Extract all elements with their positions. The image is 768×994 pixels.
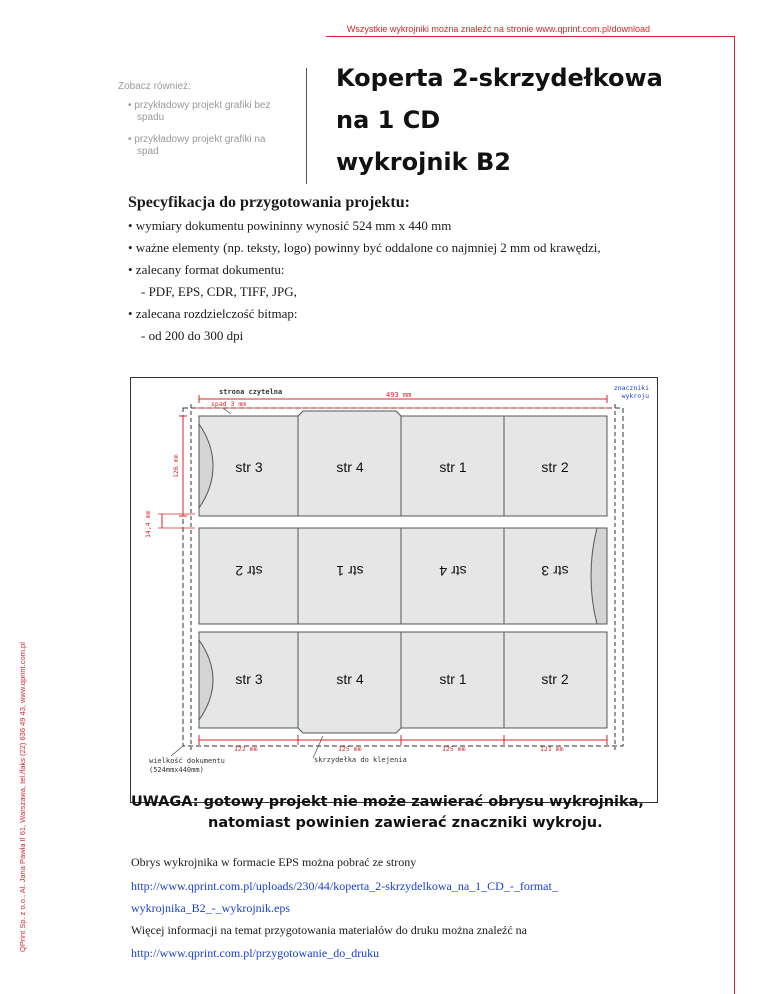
row-2	[199, 528, 607, 624]
see-also-link-text: spadu	[137, 112, 165, 123]
leader-line	[171, 746, 183, 756]
panel-label: str 4	[439, 563, 467, 579]
leader-line	[313, 736, 323, 758]
row-1	[199, 411, 607, 516]
warning-line2: natomiast powinien zawierać znaczniki wykroju.	[208, 815, 603, 831]
panel-label: str 1	[336, 563, 364, 579]
panel-label: str 3	[235, 459, 263, 475]
leader-line	[223, 408, 231, 414]
label-bleed: spad 3 mm	[211, 400, 247, 408]
panel-label: str 3	[235, 671, 263, 687]
dim-label: 125 mm	[442, 745, 466, 753]
panel-label: str 4	[336, 671, 364, 687]
label-cut-marks: znaczniki	[613, 384, 649, 392]
see-also-link-text: spad	[137, 146, 159, 157]
panel-label: str 3	[541, 563, 569, 579]
label-glue-flaps: skrzydełka do klejenia	[314, 756, 407, 764]
dim-label: 121 mm	[540, 745, 564, 753]
eps-download-link[interactable]: http://www.qprint.com.pl/uploads/230/44/koperta_2-skrzydelkowa_na_1_CD_-_format_	[131, 879, 558, 893]
more-info-text: Więcej informacji na temat przygotowania materiałów do druku można znaleźć na	[131, 923, 528, 937]
glue-flap-right	[591, 528, 607, 624]
spec-item: • zalecany format dokumentu:	[128, 262, 285, 277]
die-cut-drawing	[131, 378, 657, 802]
print-prep-link[interactable]: http://www.qprint.com.pl/przygotowanie_do_druku	[131, 946, 380, 960]
panel-label: str 1	[439, 671, 467, 687]
spec-heading: Specyfikacja do przygotowania projektu:	[128, 194, 410, 211]
page-title-line1: Koperta 2-skrzydełkowa	[336, 64, 663, 92]
spec-item: • wymiary dokumentu powininny wynosić 524 mm x 440 mm	[128, 218, 452, 233]
download-note: Wszystkie wykrojniki można znaleźć na stronie www.qprint.com.pl/download	[346, 24, 650, 34]
label-width: 493 mm	[386, 391, 412, 399]
label-cut-marks: wykroju	[621, 392, 649, 400]
top-divider	[326, 36, 654, 37]
panel-label: str 2	[541, 459, 569, 475]
see-also-link-bleed[interactable]	[128, 134, 298, 158]
frame-line-right	[734, 36, 735, 994]
see-also-link-text: • przykładowy projekt grafiki na	[128, 134, 266, 145]
panel-label: str 2	[235, 563, 263, 579]
see-also-link-text: • przykładowy projekt grafiki bez	[128, 100, 271, 111]
eps-download-text: Obrys wykrojnika w formacie EPS można pobrać ze strony	[131, 855, 417, 869]
spec-item: • ważne elementy (np. teksty, logo) powinny być oddalone co najmniej 2 mm od krawędzi,	[128, 240, 601, 255]
die-cut-diagram	[130, 377, 658, 803]
spec-item: • zalecana rozdzielczość bitmap:	[128, 306, 298, 321]
spec-subitem: - od 200 do 300 dpi	[141, 328, 244, 343]
dim-label: 122 mm	[234, 745, 258, 753]
see-also-title: Zobacz również:	[118, 81, 191, 92]
page-title-line3: wykrojnik B2	[336, 148, 511, 176]
company-contact-vertical: QPrint Sp. z o.o., Al. Jana Pawła II 61, Warszawa, tel./faks (22) 636 49 43, www.qprint.com.pl	[18, 642, 27, 952]
panel-label: str 4	[336, 459, 364, 475]
page-title-line2: na 1 CD	[336, 106, 441, 134]
label-14: 14,4 mm	[144, 510, 152, 538]
title-divider	[306, 68, 307, 184]
panel-label: str 2	[541, 671, 569, 687]
label-document-size: wielkość dokumentu	[149, 757, 225, 765]
panel-label: str 1	[439, 459, 467, 475]
label-document-size: (524mmx440mm)	[149, 766, 204, 774]
warning-line1: UWAGA: gotowy projekt nie może zawierać obrysu wykrojnika,	[131, 794, 644, 810]
label-readable-side: strona czytelna	[219, 388, 283, 396]
dim-label: 125 mm	[338, 745, 362, 753]
row-3	[199, 632, 607, 733]
see-also-link-no-bleed[interactable]	[128, 100, 298, 124]
spec-subitem: - PDF, EPS, CDR, TIFF, JPG,	[141, 284, 297, 299]
eps-download-link-cont[interactable]: wykrojnika_B2_-_wykrojnik.eps	[131, 901, 290, 915]
label-126: 126 mm	[172, 454, 180, 478]
frame-line-top	[653, 36, 735, 37]
